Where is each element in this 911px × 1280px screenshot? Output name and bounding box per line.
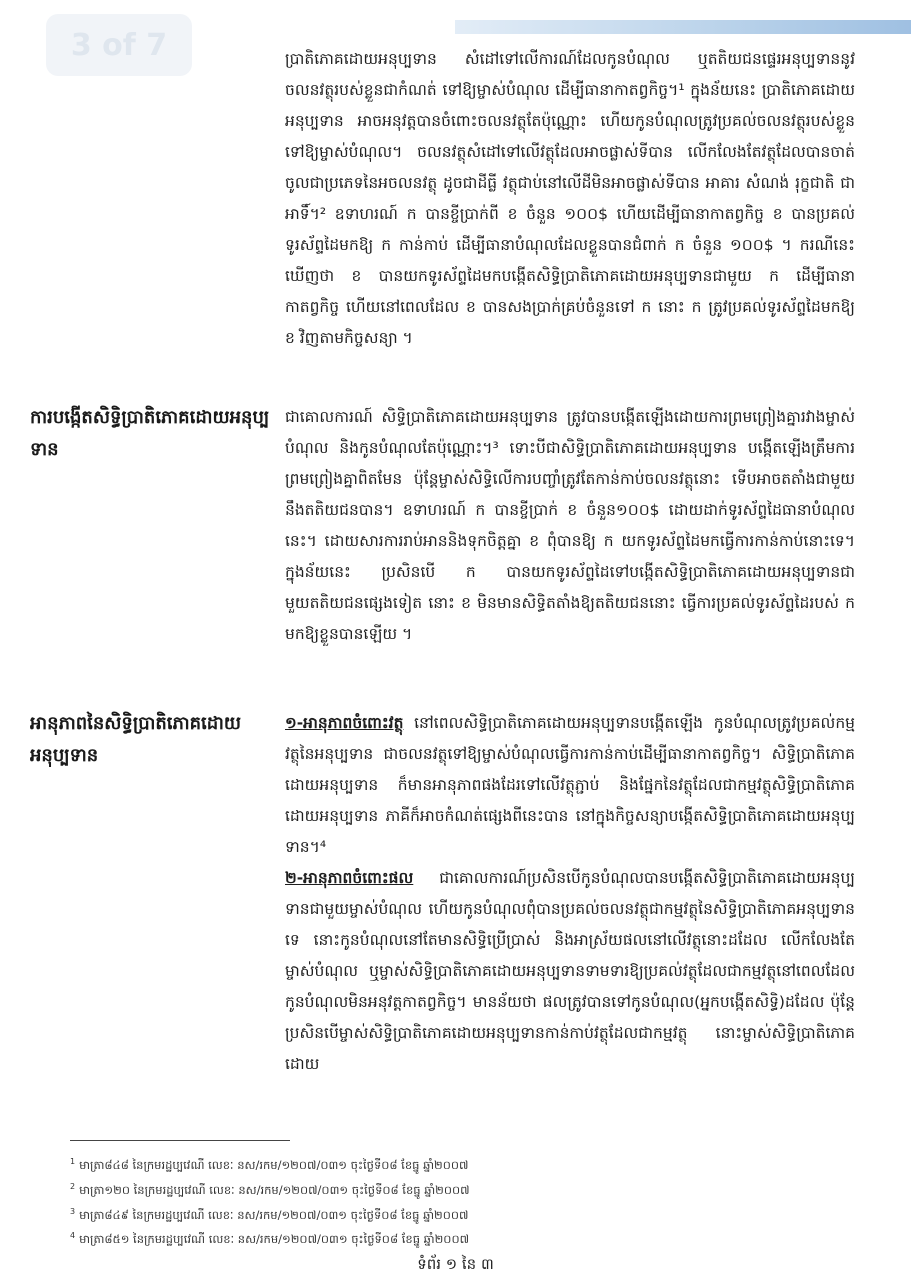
footnote-divider — [70, 1140, 290, 1141]
effects-paragraphs — [285, 708, 855, 1080]
page-count-badge: 3 of 7 — [46, 14, 192, 76]
footnote-number: 1 — [70, 1157, 76, 1166]
footnote-text: មាត្រា៨៤៩ នៃក្រមរដ្ឋប្បវេណី លេខៈ នស/រកម/១២០៧/០៣១ ចុះថ្ងៃទី០៨ ខែធ្នូ ឆ្នាំ២០០៧ — [79, 1207, 469, 1222]
effects-object-text: នៅពេលសិទ្ធិប្រាតិភោគដោយអនុប្បទានបង្កើតឡើង កូនបំណុលត្រូវប្រគល់កម្មវត្ថុនៃអនុប្បទាន ជាចលនវត្ថុទៅឱ្យម្ចាស់បំណុលធ្វើការកាន់កាប់ដើម្បីធានាកាតព្វកិច្ច។ សិទ្ធិប្រាតិភោគដោយអនុប្បទាន ក៏មានអានុភាពផងដែរទៅលើវត្ថុភ្ជាប់ និងផ្នែកនៃវត្ថុដែលជាកម្មវត្ថុសិទ្ធិប្រាតិភោគដោយអនុប្បទាន ភាគីក៏អាចកំណត់ផ្សេងពីនេះបាន នៅក្នុងកិច្ចសន្យាបង្កើតសិទ្ធិប្រាតិភោគដោយអនុប្បទាន។⁴ — [285, 714, 855, 856]
page-number: ទំព័រ ១ នៃ ៣ — [417, 1255, 494, 1273]
intro-paragraph — [285, 44, 855, 354]
creation-text: ជាគោលការណ៍ សិទ្ធិប្រាតិភោគដោយអនុប្បទាន ត្រូវបានបង្កើតឡើងដោយការព្រមព្រៀងគ្នារវាងម្ចាស់បំណុល និងកូនបំណុលតែប៉ុណ្ណោះ។³ ទោះបីជាសិទ្ធិប្រាតិភោគដោយអនុប្បទាន បង្កើតឡើងត្រឹមការព្រមព្រៀងគ្នាពិតមែន ប៉ុន្តែម្ចាស់សិទ្ធិលើការបញ្ចាំត្រូវតែកាន់កាប់ចលនវត្ថុនោះ ទើបអាចតតាំងជាមួយនឹងតតិយជនបាន។ ឧទាហរណ៍ ក បានខ្ចីប្រាក់ ខ ចំនួន១០០$ ដោយដាក់ទូរស័ព្ទដៃធានាបំណុលនេះ។ ដោយសារការរាប់អាននិងទុកចិត្តគ្នា ខ ពុំបានឱ្យ ក យកទូរស័ព្ទដៃមកធ្វើការកាន់កាប់នោះទេ។ ក្នុងន័យនេះ ប្រសិនបើ ក បានយកទូរស័ព្ទដៃទៅបង្កើតសិទ្ធិប្រាតិភោគដោយអនុប្បទានជាមួយតតិយជនផ្សេងទៀត នោះ ខ មិនមានសិទ្ធិតតាំងឱ្យតតិយជននោះ ធ្វើការប្រគល់ទូរស័ព្ទដៃរបស់ ក មកឱ្យខ្លួនបានឡើយ ។ — [285, 408, 855, 643]
footnotes — [70, 1151, 850, 1250]
footnote — [70, 1225, 850, 1250]
effects-title: អានុភាពនៃសិទ្ធិប្រាតិភោគដោយអនុប្បទាន — [30, 713, 242, 766]
intro-text: ប្រាតិភោគដោយអនុប្បទាន សំដៅទៅលើការណ៍ដែលកូនបំណុល ឬតតិយជនផ្ទេរអនុប្បទាននូវចលនវត្ថុរបស់ខ្លួនជាកំណត់ ទៅឱ្យម្ចាស់បំណុល ដើម្បីធានាកាតព្វកិច្ច។¹ ក្នុងន័យនេះ ប្រាតិភោគដោយអនុប្បទាន អាចអនុវត្តបានចំពោះចលនវត្ថុតែប៉ុណ្ណោះ ហើយកូនបំណុលត្រូវប្រគល់ចលនវត្ថុរបស់ខ្លួនទៅឱ្យម្ចាស់បំណុល។ ចលនវត្ថុសំដៅទៅលើវត្ថុដែលអាចផ្លាស់ទីបាន លើកលែងតែវត្ថុដែលបានចាត់ចូលជាប្រភេទនៃអចលនវត្ថុ ដូចជាដីធ្លី វត្ថុជាប់នៅលើដីមិនអាចផ្លាស់ទីបាន អាគារ សំណង់ រុក្ខជាតិ ជាអាទិ៍។² ឧទាហរណ៍ ក បានខ្ចីប្រាក់ពី ខ ចំនួន ១០០$ ហើយដើម្បីធានាកាតព្វកិច្ច ខ បានប្រគល់ទូរស័ព្ទដៃមកឱ្យ ក កាន់កាប់ ដើម្បីធានាបំណុលដែលខ្លួនបានជំពាក់ ក ចំនួន ១០០$ ។ ករណីនេះ ឃើញថា ខ បានយកទូរស័ព្ទដៃមកបង្កើតសិទ្ធិប្រាតិភោគដោយអនុប្បទានជាមួយ ក ដើម្បីធានាកាតព្វកិច្ច ហើយនៅពេលដែល ខ បានសងប្រាក់គ្រប់ចំនួនទៅ ក នោះ ក ត្រូវប្រគល់ទូរស័ព្ទដៃមកឱ្យ ខ វិញតាមកិច្ចសន្យា ។ — [285, 50, 855, 347]
effects-fruits-paragraph — [285, 863, 855, 1080]
creation-title: ការបង្កើតសិទ្ធិប្រាតិភោគដោយអនុប្បទាន — [30, 407, 270, 460]
footnote-text: មាត្រា៨៥១ នៃក្រមរដ្ឋប្បវេណី លេខៈ នស/រកម/១២០៧/០៣១ ចុះថ្ងៃទី០៨ ខែធ្នូ ឆ្នាំ២០០៧ — [79, 1232, 470, 1247]
effects-object-heading: ១-អានុភាពចំពោះវត្ថុ — [285, 714, 404, 732]
footnote — [70, 1151, 850, 1176]
footnote — [70, 1176, 850, 1201]
creation-paragraph — [285, 402, 855, 650]
footnote-number: 2 — [70, 1181, 76, 1191]
footnote — [70, 1201, 850, 1226]
footnote-text: មាត្រា៨៤៨ នៃក្រមរដ្ឋប្បវេណី លេខៈ នស/រកម/១២០៧/០៣១ ចុះថ្ងៃទី០៨ ខែធ្នូ ឆ្នាំ២០០៧ — [79, 1157, 469, 1172]
footnote-text: មាត្រា១២០ នៃក្រមរដ្ឋប្បវេណី លេខៈ នស/រកម/១២០៧/០៣១ ចុះថ្ងៃទី០៨ ខែធ្នូ ឆ្នាំ២០០៧ — [79, 1182, 470, 1197]
header-accent-bar — [455, 20, 911, 34]
effects-object-paragraph — [285, 708, 855, 863]
footnote-number: 3 — [70, 1206, 76, 1216]
effects-fruits-text: ជាគោលការណ៍ប្រសិនបើកូនបំណុលបានបង្កើតសិទ្ធិប្រាតិភោគដោយអនុប្បទានជាមួយម្ចាស់បំណុល ហើយកូនបំណុលពុំបានប្រគល់ចលនវត្ថុជាកម្មវត្ថុនៃសិទ្ធិប្រាតិភោគអនុប្បទានទេ នោះកូនបំណុលនៅតែមានសិទ្ធិប្រើប្រាស់ និងអាស្រ័យផលនៅលើវត្ថុនោះដដែល លើកលែងតែម្ចាស់បំណុល ឬម្ចាស់សិទ្ធិប្រាតិភោគដោយអនុប្បទានទាមទារឱ្យប្រគល់វត្ថុដែលជាកម្មវត្ថុនៅពេលដែលកូនបំណុលមិនអនុវត្តកាតព្វកិច្ច។ មានន័យថា ផលត្រូវបានទៅកូនបំណុល(អ្នកបង្កើតសិទ្ធិ)ដដែល ប៉ុន្តែប្រសិនបើម្ចាស់សិទ្ធិប្រាតិភោគដោយអនុប្បទានកាន់កាប់វត្ថុដែលជាកម្មវត្ថុ នោះម្ចាស់សិទ្ធិប្រាតិភោគដោយ — [285, 869, 855, 1073]
effects-fruits-heading: ២-អានុភាពចំពោះផល — [285, 869, 414, 887]
footnote-number: 4 — [70, 1231, 76, 1241]
